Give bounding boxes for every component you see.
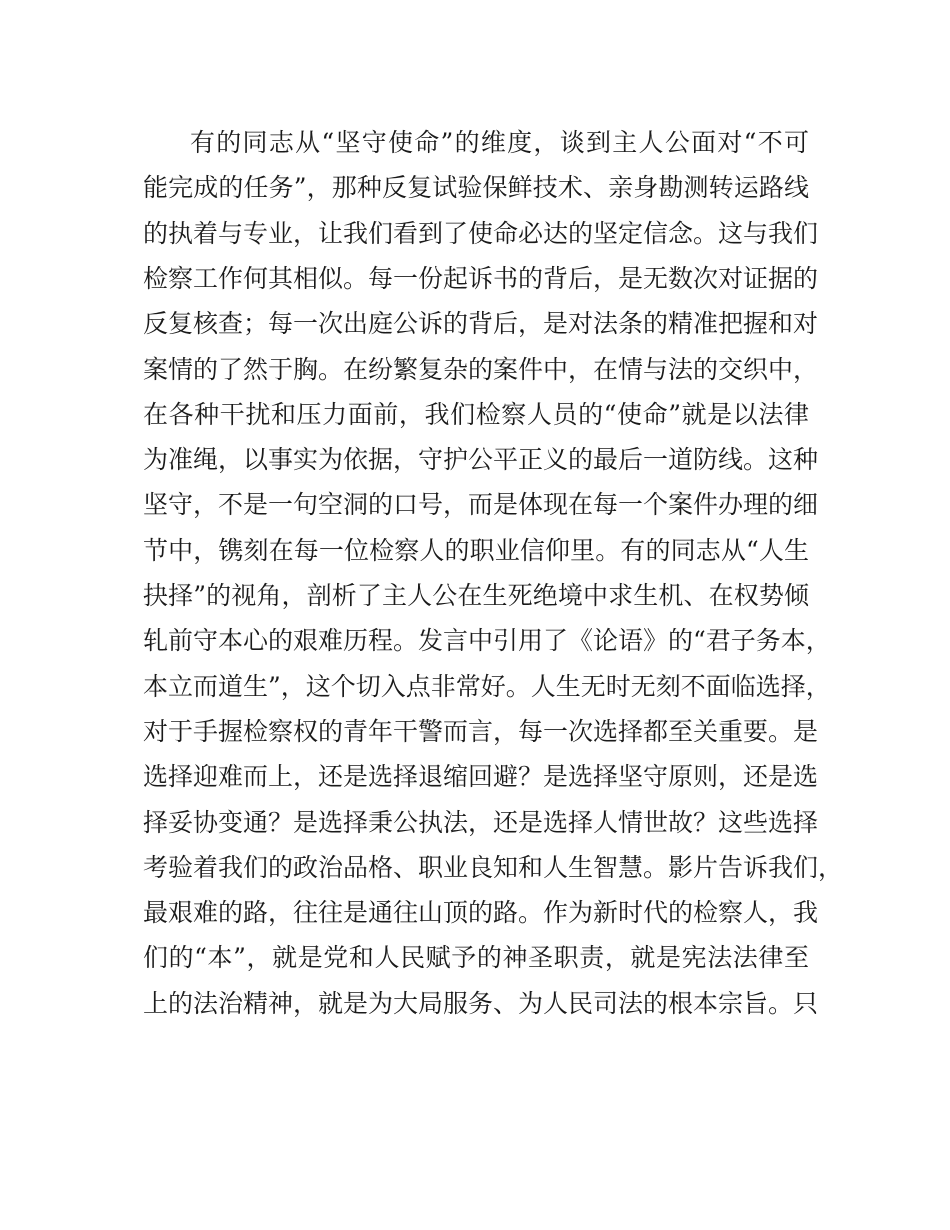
paragraph-line: 案情的了然于胸。在纷繁复杂的案件中，在情与法的交织中，	[143, 354, 819, 384]
paragraph-line: 择妥协变通？是选择秉公执法，还是选择人情世故？这些选择	[143, 807, 819, 837]
paragraph-line: 上的法治精神，就是为大局服务、为人民司法的根本宗旨。只	[143, 988, 819, 1018]
paragraph-line: 坚守，不是一句空洞的口号，而是体现在每一个案件办理的细	[143, 490, 819, 520]
paragraph-line: 反复核查；每一次出庭公诉的背后，是对法条的精准把握和对	[143, 309, 819, 339]
paragraph-line: 的执着与专业，让我们看到了使命必达的坚定信念。这与我们	[143, 218, 819, 248]
paragraph-line: 能完成的任务”，那种反复试验保鲜技术、亲身勘测转运路线	[143, 173, 809, 203]
paragraph-line: 节中，镌刻在每一位检察人的职业信仰里。有的同志从“人生	[143, 535, 809, 565]
paragraph-line: 抉择”的视角，剖析了主人公在生死绝境中求生机、在权势倾	[143, 581, 809, 610]
paragraph-line: 轧前守本心的艰难历程。发言中引用了《论语》的“君子务本，	[143, 626, 831, 656]
paragraph-line: 有的同志从“坚守使命”的维度，谈到主人公面对“不可	[190, 128, 809, 157]
paragraph-line: 本立而道生”，这个切入点非常好。人生无时无刻不面临选择，	[143, 671, 831, 701]
paragraph-line: 选择迎难而上，还是选择退缩回避？是选择坚守原则，还是选	[143, 762, 819, 792]
paragraph-line: 在各种干扰和压力面前，我们检察人员的“使命”就是以法律	[143, 399, 809, 429]
paragraph-line: 们的“本”，就是党和人民赋予的神圣职责，就是宪法法律至	[143, 943, 809, 973]
paragraph-line: 检察工作何其相似。每一份起诉书的背后，是无数次对证据的	[143, 263, 819, 293]
paragraph-line: 对于手握检察权的青年干警而言，每一次选择都至关重要。是	[143, 716, 819, 746]
paragraph-line: 最艰难的路，往往是通往山顶的路。作为新时代的检察人，我	[143, 898, 819, 928]
paragraph-line: 为准绳，以事实为依据，守护公平正义的最后一道防线。这种	[143, 445, 819, 475]
paragraph-line: 考验着我们的政治品格、职业良知和人生智慧。影片告诉我们，	[143, 852, 844, 882]
